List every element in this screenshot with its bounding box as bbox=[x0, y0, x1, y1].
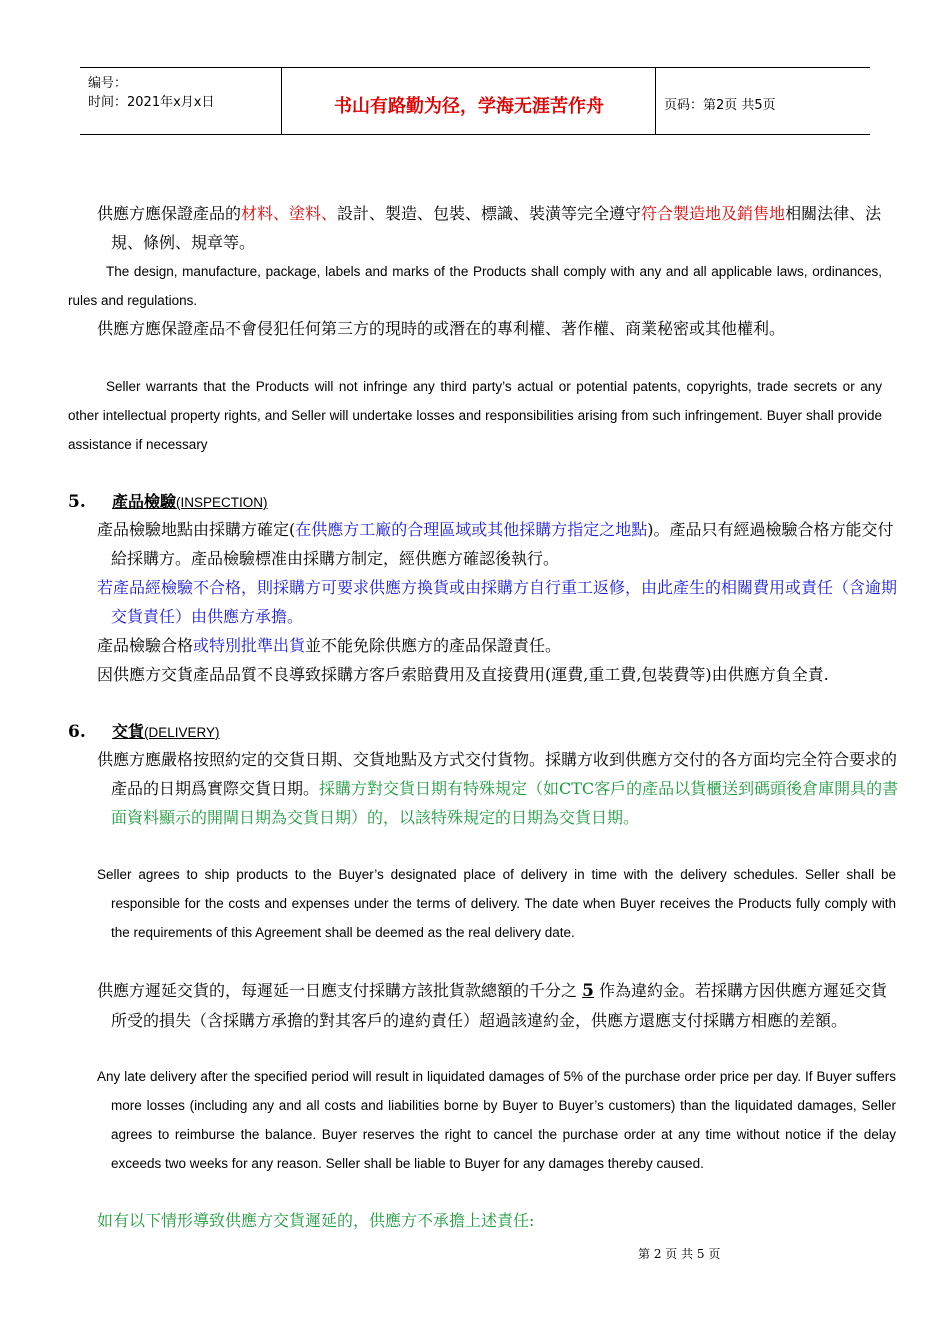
paragraph-delivery-terms bbox=[97, 745, 899, 832]
highlight-text: 在供應方工廠的合理區域或其他採購方指定之地點 bbox=[295, 520, 648, 539]
section-heading-inspection bbox=[68, 487, 268, 517]
penalty-number: 5 bbox=[582, 981, 594, 1001]
page-footer: 第 2 页 共 5 页 bbox=[638, 1247, 721, 1261]
text: 設計、製造、包裝、標識、裝潢等完全遵守 bbox=[337, 204, 642, 223]
text: 作為違約金。若採購方因供應方遲延交貨所受的損失（含採購方承擔的對其客戶的違約責任）超過該違約金，供應方還應支付採購方相應的差額。 bbox=[111, 981, 888, 1030]
highlight-text: 材料、塗料、 bbox=[241, 204, 338, 223]
page-header bbox=[80, 67, 870, 135]
text: 供應方遲延交貨的，每遲延一日應支付採購方該批貨款總額的千分之 bbox=[97, 981, 578, 1000]
text: 產品檢驗地點由採購方確定( bbox=[97, 520, 296, 539]
text: 相關法律、法規、條例、規章等。 bbox=[111, 204, 882, 252]
header-divider bbox=[281, 68, 282, 134]
highlight-text: 或特別批準出貨 bbox=[193, 636, 306, 655]
paragraph-inspection-warranty bbox=[97, 631, 899, 660]
text: 供應方應保證產品的 bbox=[97, 204, 242, 223]
time-label: 时间：2021年x月x日 bbox=[88, 95, 215, 110]
highlight-text: 採購方對交貨日期有特殊規定（如CTC客戶的產品以貨櫃送到碼頭後倉庫開具的書面資料顯示的開閘日期為交貨日期）的，以該特殊規定的日期為交貨日期。 bbox=[111, 779, 899, 827]
text: 產品檢驗合格 bbox=[97, 636, 194, 655]
header-motto: 书山有路勤为径，学海无涯苦作舟 bbox=[334, 96, 604, 117]
paragraph-material-compliance-en: The design, manufacture, package, labels and marks of the Products shall comply with any and all applicable laws, ordinances, rules and regulations. bbox=[68, 264, 882, 308]
section-title: 產品檢驗 bbox=[112, 492, 177, 511]
header-divider bbox=[655, 68, 656, 134]
highlight-text: 符合製造地及銷售地 bbox=[641, 204, 786, 223]
paragraph-inspection-location bbox=[97, 515, 899, 573]
section-title-en: (INSPECTION) bbox=[176, 495, 268, 510]
paragraph-material-compliance bbox=[97, 199, 899, 257]
section-title: 交貨 bbox=[112, 722, 145, 741]
section-heading-delivery bbox=[68, 717, 220, 747]
section-title-en: (DELIVERY) bbox=[144, 725, 220, 740]
paragraph-quality-claims: 因供應方交貨產品品質不良導致採購方客戶索賠費用及直接費用(運費,重工費,包裝費等)由供應方負全責. bbox=[97, 665, 829, 684]
paragraph-delivery-terms-en: Seller agrees to ship products to the Buyer’s designated place of delivery in time with the delivery schedules. Seller shall be responsible for the costs and expenses under the terms of delivery. The date when Buyer receives the Products fully comply with the requirements of this Agreement shall be deemed as the real delivery date. bbox=[97, 867, 896, 940]
number-label: 编号： bbox=[88, 76, 128, 91]
paragraph-exemptions: 如有以下情形導致供應方交貨遲延的，供應方不承擔上述責任: bbox=[97, 1211, 535, 1230]
text: 並不能免除供應方的產品保證責任。 bbox=[305, 636, 562, 655]
section-number: 5. bbox=[68, 492, 86, 512]
paragraph-ip-warranty: 供應方應保證產品不會侵犯任何第三方的現時的或潛在的專利權、著作權、商業秘密或其他權利。 bbox=[97, 319, 786, 338]
text: )。產品只有經過檢驗合格方能交付給採購方。產品檢驗標准由採購方制定，經供應方確認後執行。 bbox=[111, 520, 894, 568]
page-number-label: 页码：第2页 共5页 bbox=[664, 98, 776, 113]
text: 供應方應嚴格按照約定的交貨日期、交貨地點及方式交付貨物。採購方收到供應方交付的各方面均完全符合要求的產品的日期爲實際交貨日期。 bbox=[97, 750, 898, 798]
paragraph-inspection-failure: 若產品經檢驗不合格，則採購方可要求供應方換貨或由採購方自行重工返修，由此產生的相關費用或責任（含逾期交貨責任）由供應方承擔。 bbox=[97, 578, 898, 626]
paragraph-ip-warranty-en: Seller warrants that the Products will not infringe any third party’s actual or potential patents, copyrights, trade secrets or any other intellectual property rights, and Seller will undertake losses and responsibilities arising from such infringement. Buyer shall provide assistance if necessary bbox=[68, 379, 882, 452]
paragraph-late-delivery bbox=[97, 976, 899, 1035]
section-number: 6. bbox=[68, 722, 86, 742]
paragraph-late-delivery-en: Any late delivery after the specified period will result in liquidated damages of 5% of the purchase order price per day. If Buyer suffers more losses (including any and all costs and liabilities borne by Buyer to Buyer’s customers) than the liquidated damages, Seller agrees to reimburse the balance. Buyer reserves the right to cancel the purchase order at any time without notice if the delay exceeds two weeks for any reason. Seller shall be liable to Buyer for any damages thereby caused. bbox=[97, 1069, 896, 1171]
